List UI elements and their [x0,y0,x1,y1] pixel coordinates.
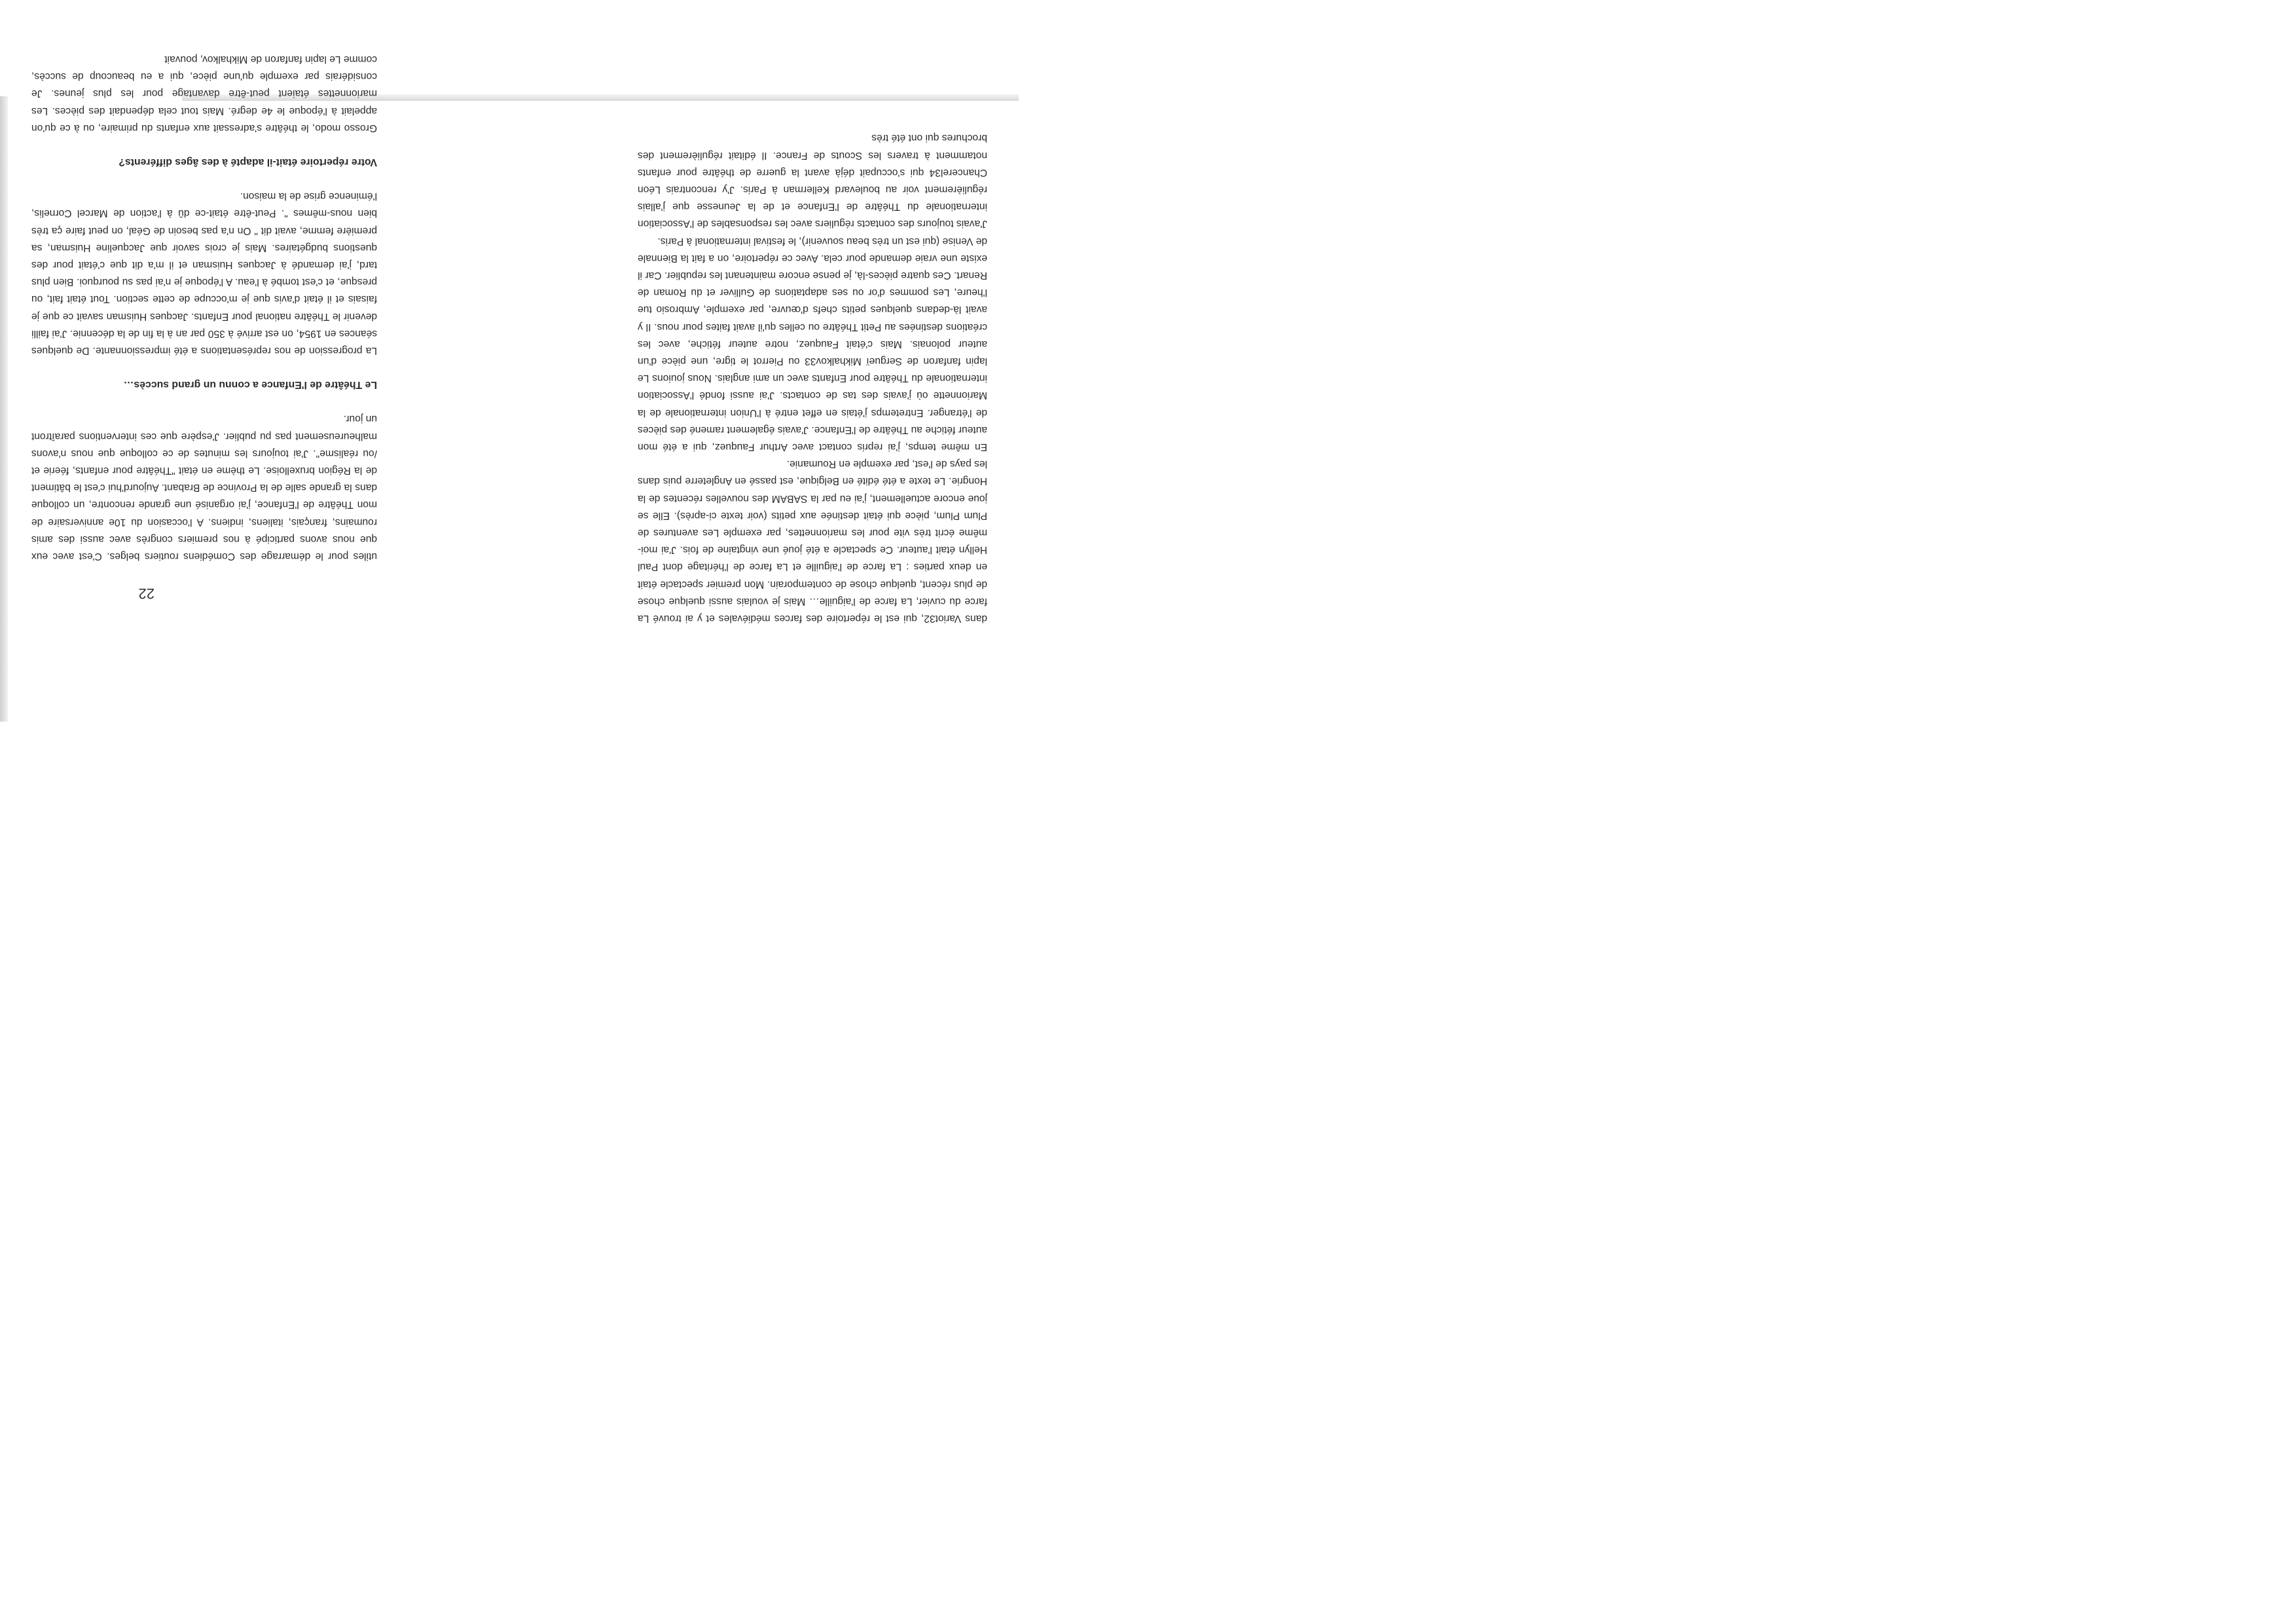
section-heading: Le Théâtre de l'Enfance a connu un grand succès… [123,379,377,391]
paragraph: La progression de nos représentations a été impressionnante. De quelques séances en 1954, on est arrivé à 350 par an à la fin de la décennie. J'ai failli devenir le Théâtre national pour Enfants. Jacques Huisman savait ce que je faisais et il était d'avis que je m'occupe de cette section. Tout était fait, ou presque, et c'est tombé à l'eau. A l'époque je n'ai pas su pourquoi. Bien plus tard, j'ai demandé à Jacques Huisman et il m'a dit que c'était pour des questions budgétaires. Mais je crois savoir que Jacqueline Huisman, sa première femme, avait dit " On n'a pas besoin de Géal, on peut faire ça très bien nous-mêmes ". Peut-être était-ce dû à l'action de Marcel Cornelis, l'éminence grise de la maison. [31,191,377,356]
spacer [31,170,377,187]
paragraph: utiles pour le démarrage des Comédiens routiers belges. C'est avec eux que nous avons participé à nos premiers congrès avec aussi des amis roumains, français, italiens, indiens. A l'occasion du 10e anniversaire de mon Théâtre de l'Enfance, j'ai organisé une grande rencontre, un colloque dans la grande salle de la Province de Brabant. Aujourd'hui c'est le bâtiment de la Région bruxelloise. Le thème en était "Théâtre pour enfants, féerie et /ou réalisme". J'ai toujours les minutes de ce colloque que nous n'avons malheureusement pas pu publier. J'espère que ces interventions paraîtront un jour. [31,413,377,562]
paragraph: En même temps, j'ai repris contact avec Arthur Fauquez, qui a été mon auteur fétiche au Théâtre de l'Enfance. J'avais également ramené des pièces de l'étranger. Entretemps j'étais en effet entré à l'Union internationale de la Marionnette où j'avais des tas de contacts. J'ai aussi fondé l'Association internationale du Théâtre pour Enfants avec un ami anglais. Nous jouions Le lapin fanfaron de Sergueï Mikhalkov33 ou Pierrot le tigre, une pièce d'un auteur polonais. Mais c'était Fauquez, notre auteur fétiche, avec les créations destinées au Petit Théâtre ou celles qu'il avait faites pour nous. Il y avait là-dedans quelques petits chefs d'œuvre, par exemple, Ambrosio tue l'heure, Les pommes d'or ou ses adaptations de Gulliver et du Roman de Renart. Ces quatre pièces-là, je pense encore maintenant les republier. Car il existe une vraie demande pour cela. Avec ce répertoire, on a fait la Biennale de Venise (qui est un très beau souvenir), le festival international à Paris. [638,235,987,452]
spacer [31,136,377,153]
paragraph: Grosso modo, le théâtre s'adressait aux enfants du primaire, ou à ce qu'on appelait à l'époque le 4e degré. Mais tout cela dépendait des pièces. Les marionnettes étaient peut-être davantage pour les plus jeunes. Je considérais par exemple qu'une pièce, qui a eu beaucoup de succès, comme Le lapin fanfaron de Mikhalkov, pouvait [31,53,377,134]
left-page-column [638,129,987,627]
spacer [31,393,377,410]
paragraph: J'avais toujours des contacts réguliers avec les responsables de l'Association internationale du Théâtre de l'Enfance et de la Jeunesse que j'allais régulièrement voir au boulevard Kellerman à Paris. J'y rencontrais Léon Chancerel34 qui s'occupait déjà avant la guerre de théâtre pour enfants notamment à travers les Scouts de France. Il éditait régulièrement des brochures qui ont été très [638,132,987,230]
spacer [31,359,377,376]
section-heading: Votre répertoire était-il adapté à des âges différents? [118,156,377,168]
scanned-book-spread [0,0,1020,722]
right-page-column [31,50,377,564]
paragraph: dans Variot32, qui est le répertoire des farces médiévales et y ai trouvé La farce du cuvier, La farce de l'aiguille… Mais je voulais aussi quelque chose de plus récent, quelque chose de contemporain. Mon premier spectacle était en deux parties : La farce de l'aiguille et La farce de l'héritage dont Paul Hellyn était l'auteur. Ce spectacle a été joué une vingtaine de fois. J'ai moi-même écrit très vite pour les marionnettes, par exemple Les aventures de Plum Plum, pièce qui était destinée aux petits (voir texte ci-après). Elle se joue encore actuellement, j'ai eu par la SABAM des nouvelles récentes de la Hongrie. Le texte a été édité en Belgique, est passé en Angleterre puis dans les pays de l'est, par exemple en Roumanie. [638,458,987,624]
page-side-shadow [0,96,8,722]
page-number: 22 [138,585,155,602]
rotated-spread [0,0,1020,722]
